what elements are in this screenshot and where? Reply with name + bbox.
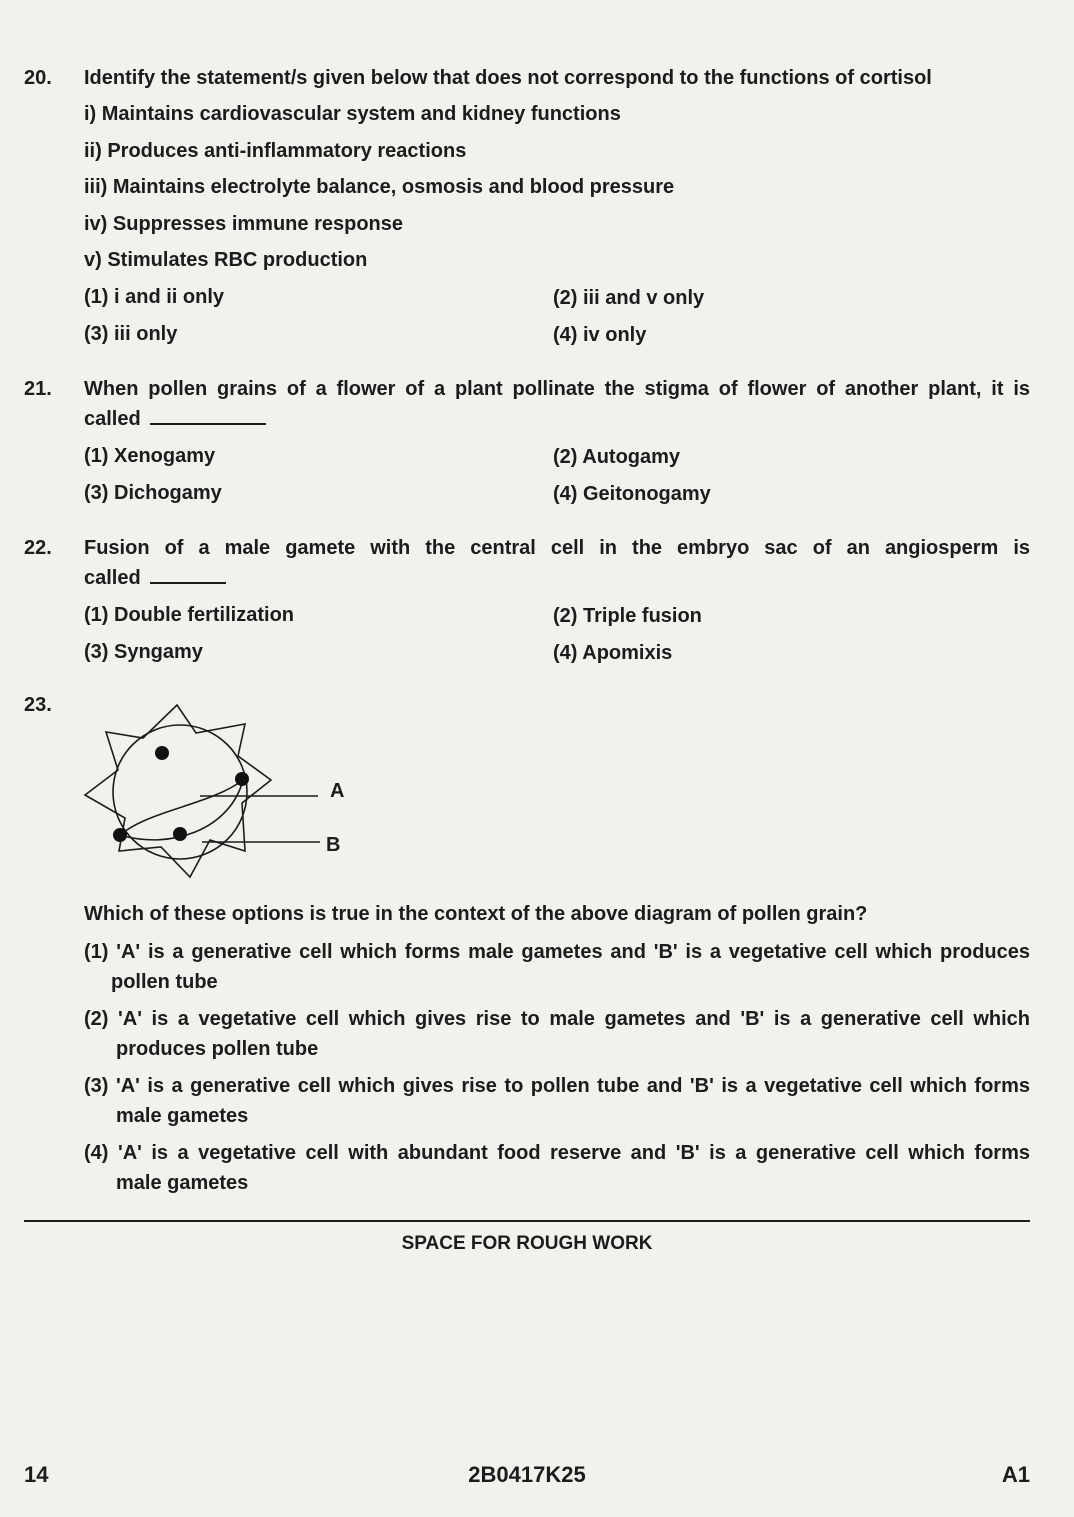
option-1[interactable] [84,937,1030,997]
option-number: (3) [84,1075,109,1097]
option-2[interactable]: (2) Autogamy [553,446,681,468]
question-number: 21. [24,378,52,400]
option-text: 'A' is a vegetative cell which gives rise to male gametes and 'B' is a generative cell which [118,1008,1030,1030]
statement-1: i) Maintains cardiovascular system and kidney functions [84,103,621,125]
question-stem-line-2 [84,408,266,431]
option-number: (4) [84,1142,109,1164]
question-stem-line-2 [84,567,226,590]
question-number: 23. [24,694,52,716]
nucleus-dot [155,746,169,760]
stem-word: called [84,567,141,589]
label-a: A [330,780,345,802]
option-4[interactable]: (4) iv only [553,324,647,346]
option-1[interactable]: (1) Xenogamy [84,445,216,467]
answer-blank [150,568,226,584]
stem-word: called [84,408,141,430]
option-number: (1) [84,941,109,963]
statement-2: ii) Produces anti-inflammatory reactions [84,140,467,162]
option-number: (2) [84,1008,109,1030]
question-number: 20. [24,67,52,89]
option-4[interactable]: (4) Geitonogamy [553,483,711,505]
option-3[interactable] [84,1071,1030,1131]
option-line-1 [84,1138,1030,1168]
option-3[interactable]: (3) iii only [84,323,178,345]
option-text: 'A' is a generative cell which forms male gametes and 'B' is a vegetative cell which produces [116,941,1030,963]
option-line-1 [84,937,1030,967]
option-3[interactable]: (3) Dichogamy [84,482,222,504]
option-text: 'A' is a vegetative cell with abundant food reserve and 'B' is a generative cell which forms [117,1142,1030,1164]
question-number: 22. [24,537,52,559]
option-line-2: male gametes [116,1105,249,1127]
question-stem: Which of these options is true in the context of the above diagram of pollen grain? [84,903,868,925]
option-4[interactable]: (4) Apomixis [553,642,673,664]
statement-3: iii) Maintains electrolyte balance, osmosis and blood pressure [84,176,675,198]
option-2[interactable]: (2) iii and v only [553,287,705,309]
option-2[interactable] [84,1004,1030,1064]
statement-4: iv) Suppresses immune response [84,213,404,235]
option-line-2: produces pollen tube [116,1038,319,1060]
option-line-2: pollen tube [111,971,218,993]
nucleus-dot [173,827,187,841]
option-1[interactable]: (1) i and ii only [84,286,225,308]
divider-rule [24,1220,1030,1222]
option-4[interactable] [84,1138,1030,1198]
label-b: B [326,834,341,856]
nucleus-dot [235,772,249,786]
statement-5: v) Stimulates RBC production [84,249,368,271]
page-number: 14 [24,1462,49,1487]
paper-code: 2B0417K25 [468,1462,586,1487]
option-2[interactable]: (2) Triple fusion [553,605,702,627]
option-line-1 [84,1071,1030,1101]
option-line-2: male gametes [116,1172,249,1194]
nucleus-dot [113,828,127,842]
pollen-grain-diagram [80,700,360,885]
option-line-1 [84,1004,1030,1034]
question-stem: Identify the statement/s given below that does not correspond to the functions of cortisol [84,67,932,89]
answer-blank [150,409,266,425]
option-1[interactable]: (1) Double fertilization [84,604,294,626]
question-stem-line-1: When pollen grains of a flower of a plant pollinate the stigma of flower of another plant, it is [84,378,1030,400]
option-3[interactable]: (3) Syngamy [84,641,203,663]
option-text: 'A' is a generative cell which gives rise to pollen tube and 'B' is a vegetative cell which forms [115,1075,1031,1097]
rough-work-heading: SPACE FOR ROUGH WORK [401,1233,653,1254]
paper-set: A1 [1001,1462,1030,1487]
question-stem-line-1: Fusion of a male gamete with the central cell in the embryo sac of an angiosperm is [84,537,1030,559]
